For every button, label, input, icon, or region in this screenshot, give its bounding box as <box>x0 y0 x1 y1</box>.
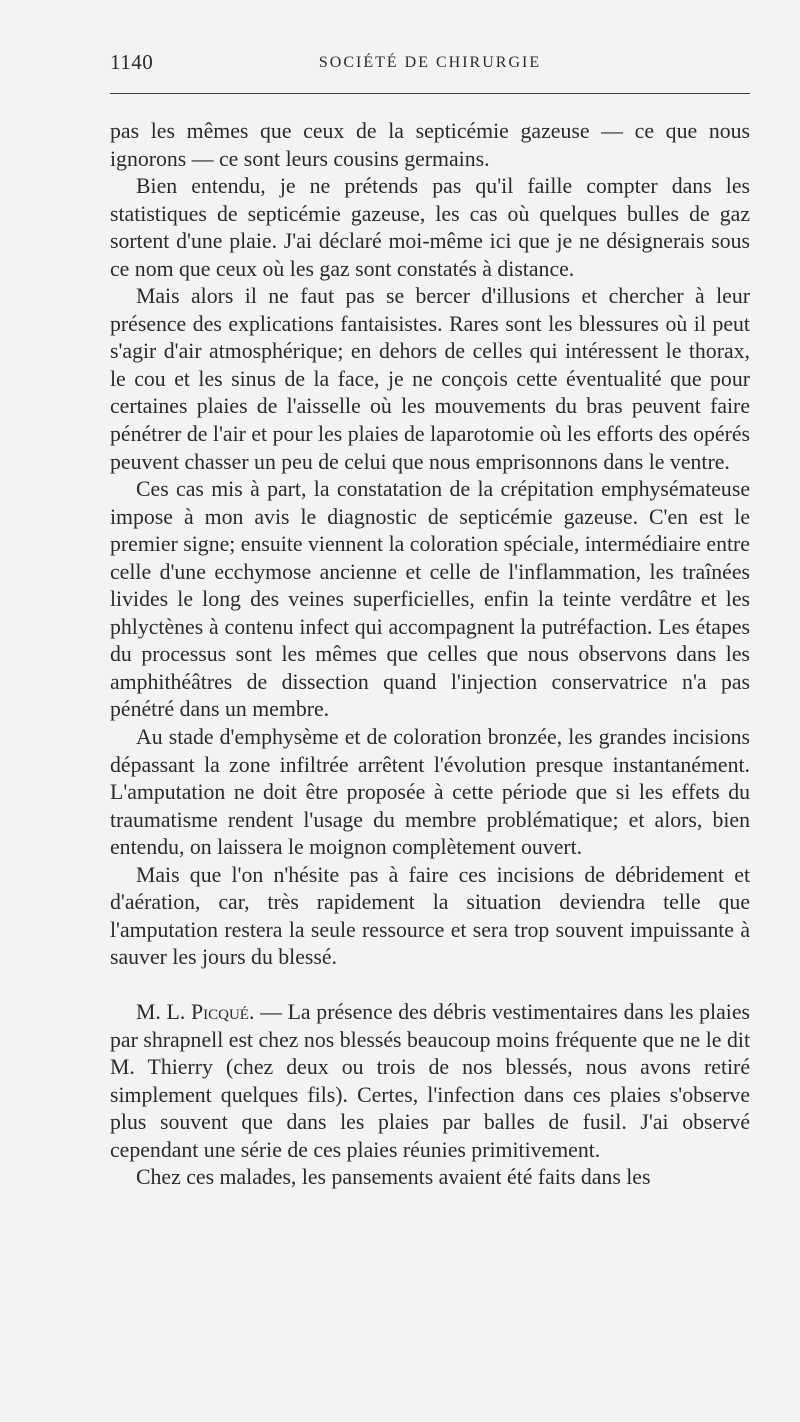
page-number: 1140 <box>110 50 154 74</box>
paragraph: Au stade d'emphysème et de coloration bronzée, les grandes incisions dépassant la zone infiltrée arrêtent l'évolution presque instantanément. L'amputation ne doit être proposée à cette période que si les effets du traumatisme rendent l'usage du membre problématique; et alors, bien entendu, on laissera le moignon complètement ouvert. <box>110 725 750 860</box>
paragraph: Mais que l'on n'hésite pas à faire ces incisions de débridement et d'aération, car, très rapidement la situation deviendra telle que l'amputation restera la seule ressource et sera trop souvent impuissante à sauver les jours du blessé. <box>110 862 750 970</box>
header-rule <box>110 93 750 94</box>
paragraph: pas les mêmes que ceux de la septicémie gazeuse — ce que nous ignorons — ce sont leurs cousins germains. <box>110 119 750 171</box>
paragraph: Bien entendu, je ne prétends pas qu'il faille compter dans les statistiques de septicémie gazeuse, les cas où quelques bulles de gaz sortent d'une plaie. J'ai déclaré moi-même ici que je ne désignerais sous ce nom que ceux où les gaz sont constatés à distance. <box>110 174 750 281</box>
running-title: SOCIÉTÉ DE CHIRURGIE <box>318 54 542 71</box>
speaker-paragraph <box>110 999 750 1164</box>
paragraph: Chez ces malades, les pansements avaient été faits dans les <box>136 1165 651 1190</box>
paragraph: Mais alors il ne faut pas se bercer d'illusions et chercher à leur présence des explications fantaisistes. Rares sont les blessures où il peut s'agir d'air atmosphérique; en dehors de celles qui intéressent le thorax, le cou et les sinus de la face, je ne conçois cette éventualité que pour certaines plaies de l'aisselle où les mouvements du bras peuvent faire pénétrer de l'air et pour les plaies de laparotomie où les efforts des opérés peuvent chasser un peu de celui que nous emprisonnons dans le ventre. <box>110 284 750 474</box>
paragraph: Ces cas mis à part, la constatation de la crépitation emphysémateuse impose à mon avis le diagnostic de septicémie gazeuse. C'en est le premier signe; ensuite viennent la coloration spéciale, intermédiaire entre celle d'une ecchymose ancienne et celle de l'inflammation, les traînées livides le long des veines superficielles, enfin la teinte verdâtre et les phlyctènes à contenu infect qui accompagnent la putréfaction. Les étapes du processus sont les mêmes que celles que nous observons dans les amphithéâtres de dissection quand l'injection conservatrice n'a pas pénétré dans un membre. <box>110 477 750 722</box>
body-text <box>110 118 750 1192</box>
page-header <box>110 50 750 80</box>
speaker-remark: — La présence des débris vestimentaires dans les plaies par shrapnell est chez nos blessés beaucoup moins fréquente que ne le dit M. Thierry (chez deux ou trois de nos blessés, nous avons retiré simplement quelques fils). Certes, l'infection dans ces plaies s'observe plus souvent que dans les plaies par balles de fusil. J'ai observé cependant une série de ces plaies réunies primitivement. <box>110 999 750 1162</box>
speaker-name: M. L. Picqué. <box>136 999 255 1024</box>
